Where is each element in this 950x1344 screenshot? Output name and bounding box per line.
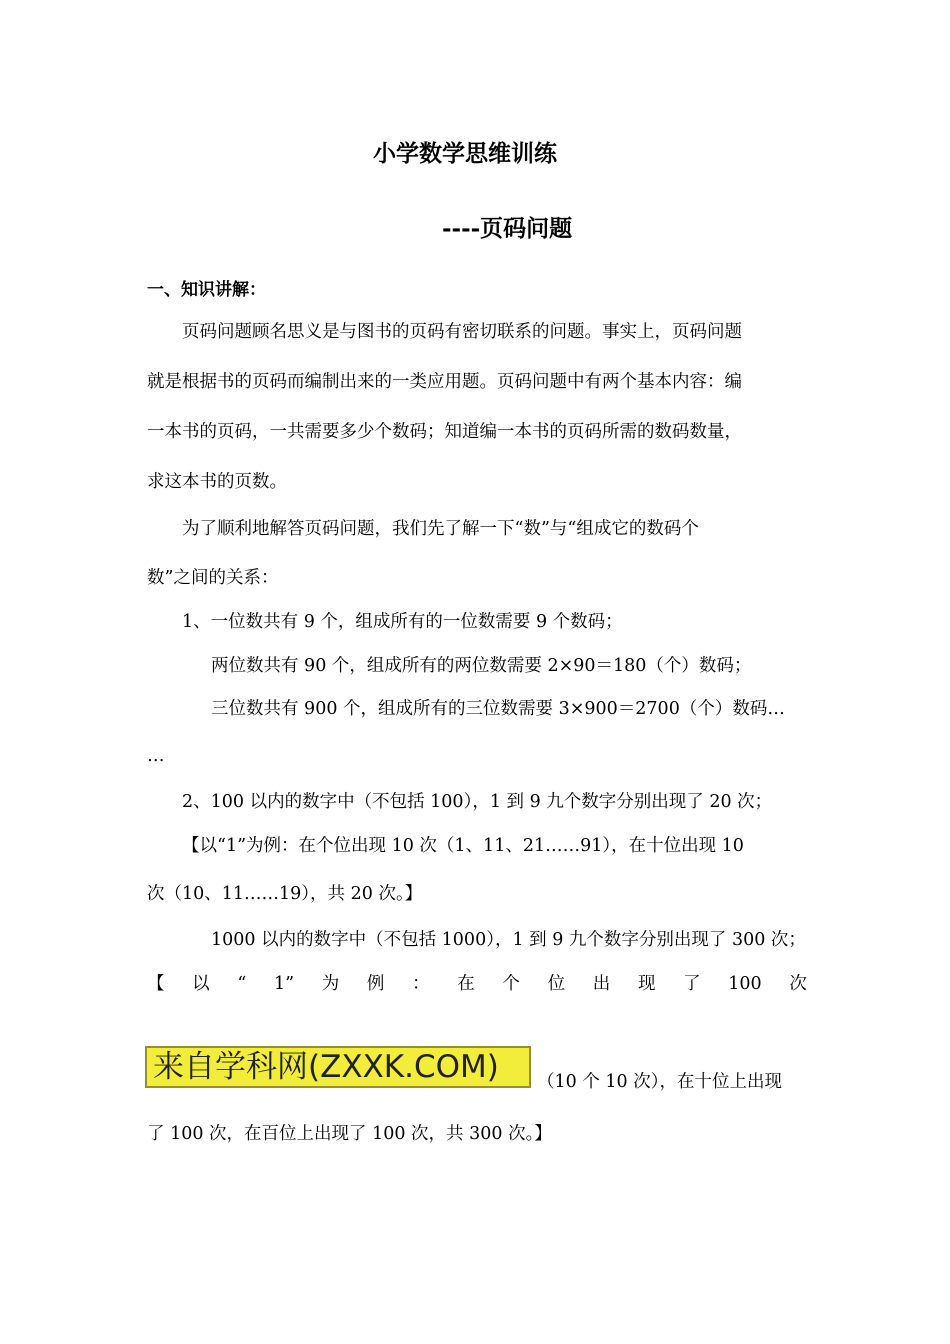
paragraph-line: （10 个 10 次），在十位上出现 [537, 1072, 782, 1092]
spread-char: 100 [728, 974, 762, 994]
list-item-line: 1、一位数共有 9 个，组成所有的一位数需要 9 个数码； [182, 612, 623, 632]
spread-char: 现 [637, 974, 656, 994]
watermark-logo [145, 1046, 531, 1088]
spread-char: 个 [502, 974, 520, 994]
list-item-line: 2、100 以内的数字中（不包括 100），1 到 9 九个数字分别出现了 20 次； [182, 792, 773, 812]
list-item-line: 三位数共有 900 个，组成所有的三位数需要 3×900＝2700（个）数码… [211, 699, 785, 719]
paragraph-line: 了 100 次，在百位上出现了 100 次，共 300 次。】 [147, 1124, 552, 1144]
list-item-line: 两位数共有 90 个，组成所有的两位数需要 2×90＝180（个）数码； [211, 656, 752, 676]
spread-line [147, 972, 807, 996]
paragraph-line: 一本书的页码，一共需要多少个数码；知道编一本书的页码所需的数码数量， [147, 422, 742, 442]
watermark-text: 来自学科网(ZXXK.COM) [153, 1049, 499, 1085]
paragraph-line: 求这本书的页数。 [147, 472, 287, 492]
spread-char: 出 [592, 974, 611, 994]
list-item-line: 1000 以内的数字中（不包括 1000），1 到 9 九个数字分别出现了 300 次； [211, 930, 806, 950]
spread-char: ： [412, 974, 430, 994]
spread-char: 例 [366, 974, 385, 994]
list-item-line: 【以“1”为例：在个位出现 10 次（1、11、21……91），在十位出现 10 [182, 836, 744, 856]
paragraph-line: 页码问题顾名思义是与图书的页码有密切联系的问题。事实上，页码问题 [182, 322, 742, 342]
paragraph-line: 为了顺利地解答页码问题，我们先了解一下“数”与“组成它的数码个 [182, 519, 699, 539]
paragraph-line: 就是根据书的页码而编制出来的一类应用题。页码问题中有两个基本内容：编 [147, 372, 742, 392]
spread-char: 次 [789, 974, 807, 994]
list-item-line: … [147, 746, 165, 766]
spread-char: 【 [147, 974, 165, 994]
section-heading: 一、知识讲解： [147, 280, 266, 300]
spread-char: 以 [192, 974, 210, 994]
spread-char: 位 [547, 974, 566, 994]
list-item-line: 次（10、11……19），共 20 次。】 [147, 884, 423, 904]
spread-char: “ [237, 974, 247, 994]
page-title: 小学数学思维训练 [373, 140, 557, 167]
spread-char: 1” [273, 974, 295, 994]
spread-char: 在 [457, 974, 475, 994]
paragraph-line: 数”之间的关系： [147, 568, 279, 588]
spread-char: 为 [321, 974, 340, 994]
spread-char: 了 [683, 974, 701, 994]
page-subtitle: ----页码问题 [442, 215, 573, 242]
